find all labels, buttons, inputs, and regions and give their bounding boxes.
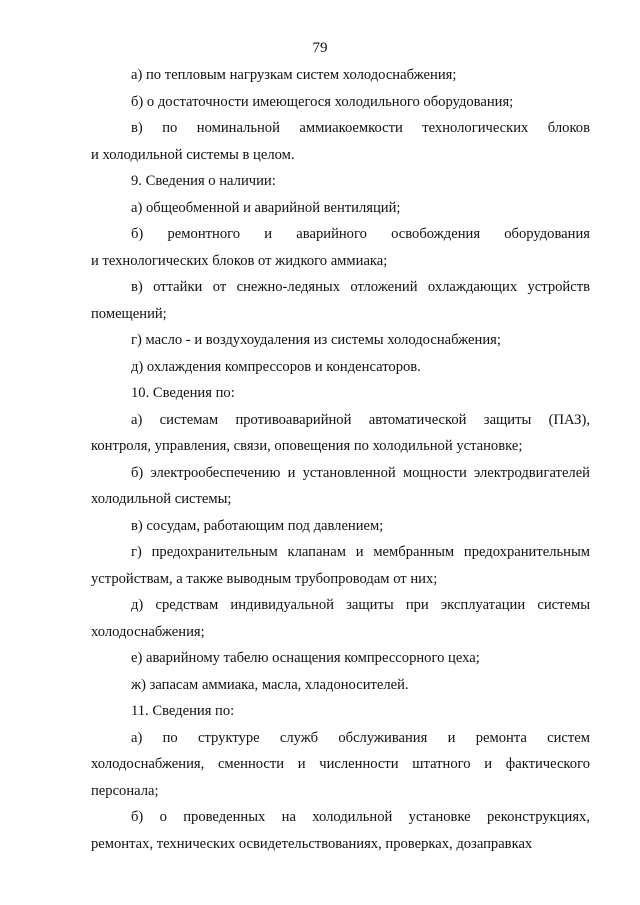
paragraph — [91, 62, 590, 89]
paragraph-line: б) о достаточности имеющегося холодильного оборудования; — [131, 93, 514, 110]
paragraph-line: 9. Сведения о наличии: — [131, 173, 276, 189]
paragraph-line: а) общеобменной и аварийной вентиляций; — [131, 199, 401, 216]
paragraph — [91, 513, 590, 540]
paragraph — [91, 380, 590, 407]
paragraph-line: е) аварийному табелю оснащения компрессорного цеха; — [131, 650, 480, 666]
paragraph-line: в) по номинальной аммиакоемкости технологических блоков — [131, 120, 590, 136]
paragraph — [91, 725, 590, 805]
paragraph-line: ремонтах, технических освидетельствованиях, проверках, дозаправках — [91, 835, 533, 852]
paragraph-line: персонала; — [91, 782, 159, 799]
paragraph-line: д) средствам индивидуальной защиты при эксплуатации системы — [131, 597, 590, 613]
paragraph — [91, 115, 590, 168]
paragraph — [91, 804, 590, 857]
paragraph — [91, 195, 590, 222]
page-number: 79 — [312, 40, 328, 56]
paragraph-line: б) ремонтного и аварийного освобождения оборудования — [131, 226, 590, 242]
paragraph — [91, 672, 590, 699]
paragraph-line: а) по тепловым нагрузкам систем холодоснабжения; — [131, 67, 457, 83]
paragraph — [91, 274, 590, 327]
document-body — [91, 62, 590, 857]
paragraph-line: холодильной системы; — [91, 491, 232, 507]
paragraph — [91, 327, 590, 354]
paragraph-line: 10. Сведения по: — [131, 385, 235, 401]
paragraph — [91, 539, 590, 592]
paragraph-line: холодоснабжения; — [91, 623, 205, 640]
paragraph-line: г) предохранительным клапанам и мембранным предохранительным — [131, 544, 590, 560]
paragraph — [91, 354, 590, 381]
paragraph-line: помещений; — [91, 305, 167, 322]
paragraph-line: и холодильной системы в целом. — [91, 146, 295, 163]
paragraph-line: а) по структуре служб обслуживания и ремонта систем — [131, 729, 590, 746]
paragraph-line: и технологических блоков от жидкого аммиака; — [91, 252, 388, 269]
paragraph-line: устройствам, а также выводным трубопроводам от них; — [91, 570, 438, 587]
paragraph-line: а) системам противоаварийной автоматической защиты (ПАЗ), — [131, 411, 590, 428]
paragraph-line: б) электрообеспечению и установленной мощности электродвигателей — [131, 464, 590, 481]
paragraph-line: ж) запасам аммиака, масла, хладоносителей. — [131, 676, 409, 693]
paragraph — [91, 698, 590, 725]
paragraph-line: холодоснабжения, сменности и численности штатного и фактического — [91, 756, 590, 772]
paragraph — [91, 221, 590, 274]
paragraph — [91, 89, 590, 116]
paragraph-line: в) сосудам, работающим под давлением; — [131, 517, 384, 534]
paragraph-line: г) масло - и воздухоудаления из системы холодоснабжения; — [131, 332, 501, 348]
paragraph-line: б) о проведенных на холодильной установке реконструкциях, — [131, 809, 590, 825]
paragraph-line: контроля, управления, связи, оповещения по холодильной установке; — [91, 438, 523, 454]
paragraph-line: д) охлаждения компрессоров и конденсаторов. — [131, 358, 421, 375]
paragraph-line: в) оттайки от снежно-ледяных отложений охлаждающих устройств — [131, 279, 590, 295]
paragraph — [91, 460, 590, 513]
paragraph — [91, 592, 590, 645]
paragraph — [91, 168, 590, 195]
paragraph-line: 11. Сведения по: — [131, 703, 235, 719]
paragraph — [91, 645, 590, 672]
paragraph — [91, 407, 590, 460]
